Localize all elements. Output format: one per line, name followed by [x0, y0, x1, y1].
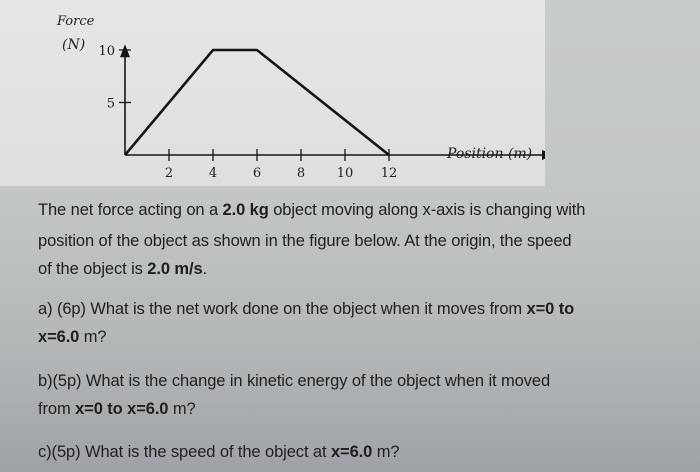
problem-text: [0, 186, 700, 472]
ticks: [98, 44, 397, 181]
question-a-line-2: x=6.0 m?: [38, 328, 107, 346]
question-a-line-1: a) (6p) What is the net work done on the object when it moves from x=0 to: [38, 300, 575, 318]
y-tick-label: 5: [106, 96, 115, 112]
y-axis-arrow: [120, 44, 130, 57]
axes: [120, 44, 545, 160]
question-b-line-2: from x=0 to x=6.0 m?: [38, 400, 196, 418]
question-c-line-1: c)(5p) What is the speed of the object at x=6.0 m?: [38, 443, 400, 461]
x-axis-label: Position (m): [447, 146, 533, 162]
x-tick-label: 6: [252, 166, 262, 181]
intro-line-1: The net force acting on a 2.0 kg object moving along x-axis is changing with: [38, 201, 586, 219]
force-position-chart: [0, 0, 545, 186]
force-curve: [125, 50, 389, 155]
y-axis-label-line1: Force: [57, 14, 95, 29]
question-b-line-1: b)(5p) What is the change in kinetic energy of the object when it moved: [38, 372, 551, 390]
intro-line-2: position of the object as shown in the figure below. At the origin, the speed: [38, 232, 572, 250]
x-tick-label: 10: [336, 166, 354, 181]
y-tick-label: 10: [98, 44, 115, 59]
intro-line-3: of the object is 2.0 m/s.: [38, 260, 208, 278]
x-tick-label: 4: [208, 166, 218, 181]
x-tick-label: 8: [296, 166, 306, 181]
y-axis-label-line2: (N): [62, 37, 86, 53]
x-tick-label: 2: [164, 166, 174, 181]
x-tick-label: 12: [380, 166, 398, 181]
series: [125, 50, 389, 155]
graph-panel: [0, 0, 545, 186]
x-axis-arrow: [542, 150, 545, 160]
